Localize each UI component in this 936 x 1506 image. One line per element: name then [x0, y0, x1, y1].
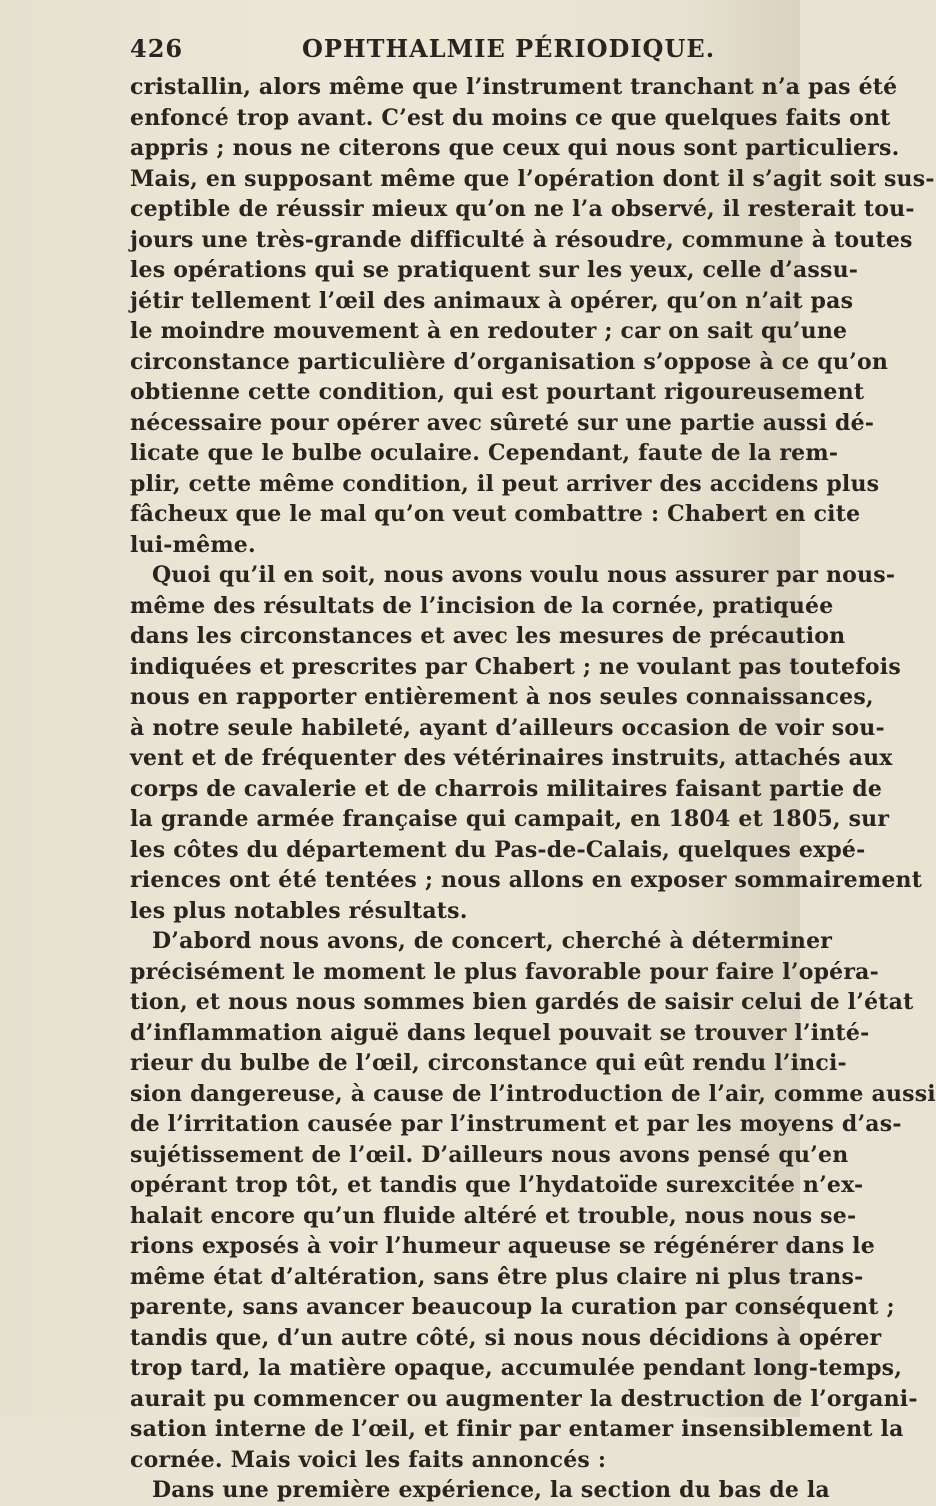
text-line: lui-même.: [130, 531, 256, 558]
text-line: dans les circonstances et avec les mesures de précaution: [130, 623, 846, 649]
text-line: fâcheux que le mal qu’on veut combattre : Chabert en cite: [130, 501, 861, 527]
text-line: même des résultats de l’incision de la cornée, pratiquée: [130, 592, 834, 619]
text-line: D’abord nous avons, de concert, cherché à déterminer: [152, 928, 833, 954]
body-text: [130, 72, 936, 1506]
text-line: jétir tellement l’œil des animaux à opérer, qu’on n’ait pas: [130, 287, 854, 314]
text-line: licate que le bulbe oculaire. Cependant, faute de la rem-: [130, 440, 839, 466]
text-line: corps de cavalerie et de charrois militaires faisant partie de: [130, 775, 883, 802]
text-line: les côtes du département du Pas-de-Calais, quelques expé-: [130, 836, 866, 863]
text-line: appris ; nous ne citerons que ceux qui nous sont particuliers.: [130, 135, 900, 161]
text-line: parente, sans avancer beaucoup la curation par conséquent ;: [130, 1294, 895, 1320]
text-line: la grande armée française qui campait, en 1804 et 1805, sur: [130, 806, 890, 832]
text-line: indiquées et prescrites par Chabert ; ne voulant pas toutefois: [130, 653, 901, 680]
page-number: 426: [130, 34, 184, 63]
text-line: Dans une première expérience, la section du bas de la: [152, 1477, 830, 1503]
text-line: jours une très-grande difficulté à résoudre, commune à toutes: [130, 226, 913, 253]
text-line: même état d’altération, sans être plus claire ni plus trans-: [130, 1263, 864, 1290]
text-line: opérant trop tôt, et tandis que l’hydatoïde surexcitée n’ex-: [130, 1172, 864, 1198]
text-line: riences ont été tentées ; nous allons en exposer sommairement: [130, 867, 923, 893]
text-line: tion, et nous nous sommes bien gardés de saisir celui de l’état: [130, 989, 914, 1015]
text-line: précisément le moment le plus favorable pour faire l’opéra-: [130, 958, 879, 985]
text-line: sion dangereuse, à cause de l’introduction de l’air, comme aussi: [130, 1080, 936, 1107]
text-line: le moindre mouvement à en redouter ; car on sait qu’une: [130, 318, 848, 344]
page-header: [130, 34, 780, 68]
text-line: nous en rapporter entièrement à nos seules connaissances,: [130, 684, 874, 710]
text-line: aurait pu commencer ou augmenter la destruction de l’organi-: [130, 1385, 918, 1412]
text-line: Quoi qu’il en soit, nous avons voulu nous assurer par nous-: [152, 562, 896, 588]
text-line: tandis que, d’un autre côté, si nous nous décidions à opérer: [130, 1324, 882, 1351]
text-line: ceptible de réussir mieux qu’on ne l’a observé, il resterait tou-: [130, 196, 915, 222]
text-line: sujétissement de l’œil. D’ailleurs nous avons pensé qu’en: [130, 1141, 849, 1168]
text-line: d’inflammation aiguë dans lequel pouvait se trouver l’inté-: [130, 1019, 870, 1046]
text-line: plir, cette même condition, il peut arriver des accidens plus: [130, 470, 880, 497]
text-line: sation interne de l’œil, et finir par entamer insensiblement la: [130, 1416, 904, 1442]
text-line: rions exposés à voir l’humeur aqueuse se régénérer dans le: [130, 1233, 875, 1259]
text-line: de l’irritation causée par l’instrument et par les moyens d’as-: [130, 1111, 902, 1137]
text-line: cristallin, alors même que l’instrument tranchant n’a pas été: [130, 74, 898, 100]
text-line: halait encore qu’un fluide altéré et trouble, nous nous se-: [130, 1202, 857, 1229]
text-line: les plus notables résultats.: [130, 897, 468, 924]
text-line: à notre seule habileté, ayant d’ailleurs occasion de voir sou-: [130, 714, 885, 741]
text-line: vent et de fréquenter des vétérinaires instruits, attachés aux: [130, 745, 893, 771]
text-line: enfoncé trop avant. C’est du moins ce que quelques faits ont: [130, 104, 891, 131]
text-line: circonstance particulière d’organisation s’oppose à ce qu’on: [130, 348, 889, 375]
text-line: cornée. Mais voici les faits annoncés :: [130, 1446, 607, 1473]
text-line: nécessaire pour opérer avec sûreté sur une partie aussi dé-: [130, 409, 875, 436]
text-line: les opérations qui se pratiquent sur les yeux, celle d’assu-: [130, 257, 859, 283]
text-line: Mais, en supposant même que l’opération dont il s’agit soit sus-: [130, 165, 935, 192]
text-line: trop tard, la matière opaque, accumulée pendant long-temps,: [130, 1355, 903, 1381]
text-line: rieur du bulbe de l’œil, circonstance qui eût rendu l’inci-: [130, 1050, 847, 1076]
text-line: obtienne cette condition, qui est pourtant rigoureusement: [130, 379, 865, 405]
running-head: OPHTHALMIE PÉRIODIQUE.: [302, 34, 716, 63]
